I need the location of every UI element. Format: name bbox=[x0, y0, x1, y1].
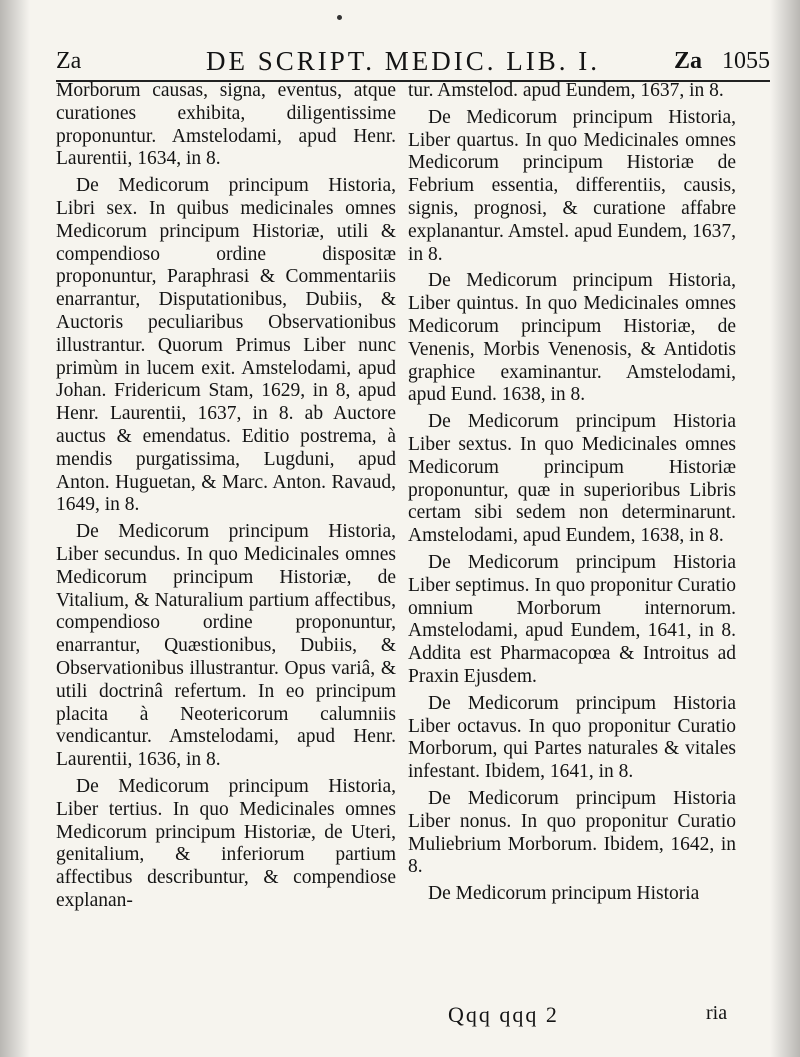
entry-paragraph: De Medicorum principum Historia Liber nonus. In quo proponitur Curatio Muliebrium Morborum. Ibidem, 1642, in 8. bbox=[408, 787, 736, 878]
entry-paragraph: De Medicorum principum Historia Liber septimus. In quo proponitur Curatio omnium Morborum internorum. Amstelodami, apud Eundem, 1641, in 8. Addita est Pharmacopœa & Introitus ad Praxin Ejusdem. bbox=[408, 551, 736, 687]
header-right bbox=[674, 48, 770, 75]
scan-edge-right bbox=[770, 0, 800, 1057]
column-number: 1055 bbox=[722, 48, 770, 74]
signature-mark: Qqq qqq 2 bbox=[448, 1002, 559, 1027]
entry-paragraph: De Medicorum principum Historia, Liber quartus. In quo Medicinales omnes Medicorum principum Historiæ de Febrium essentia, differentiis, causis, signis, prognosi, & curatione affabre explanantur. Amstel. apud Eundem, 1637, in 8. bbox=[408, 106, 736, 265]
header-left-code: Za bbox=[56, 48, 82, 74]
catchword: ria bbox=[706, 1002, 728, 1024]
entry-paragraph: tur. Amstelod. apud Eundem, 1637, in 8. bbox=[408, 80, 724, 101]
left-column bbox=[56, 80, 396, 917]
entry-paragraph: Morborum causas, signa, eventus, atque curationes exhibita, diligentissime proponuntur. Amstelodami, apud Henr. Laurentii, 1634, in 8. bbox=[56, 80, 396, 170]
running-header bbox=[56, 44, 770, 84]
entry-paragraph: De Medicorum principum Historia Liber sextus. In quo Medicinales omnes Medicorum principum Historiæ proponuntur, quæ in superioribus Libris certam sibi sedem non determinarunt. Amstelodami, apud Eundem, 1638, in 8. bbox=[408, 411, 736, 547]
scan-edge-left bbox=[0, 0, 30, 1057]
header-right-code: Za bbox=[673, 48, 702, 74]
ink-speck bbox=[337, 15, 342, 20]
entry-paragraph: De Medicorum principum Historia, Liber quintus. In quo Medicinales omnes Medicorum principum Historiæ, de Venenis, Morbis Venenosis, & Antidotis graphice examinantur. Amstelodami, apud Eund. 1638, in 8. bbox=[408, 270, 736, 406]
entry-paragraph: De Medicorum principum Historia bbox=[428, 883, 700, 905]
right-column bbox=[408, 80, 736, 910]
entry-paragraph: De Medicorum principum Historia, Liber secundus. In quo Medicinales omnes Medicorum principum Historiæ, de Vitalium, & Naturalium partium affectibus, compendioso ordine proponuntur, enarrantur, Quæstionibus, Dubiis, & Observationibus illustrantur. Opus variâ, & utili doctrinâ refertum. In eo principum placita à Neotericorum calumniis vendicantur. Amstelodami, apud Henr. Laurentii, 1636, in 8. bbox=[56, 521, 396, 771]
entry-paragraph: De Medicorum principum Historia, Liber tertius. In quo Medicinales omnes Medicorum principum Historiæ, de Uteri, genitalium, & inferiorum partium affectibus describuntur, & compendiose explanan- bbox=[56, 775, 396, 911]
header-title: DE SCRIPT. MEDIC. LIB. I. bbox=[206, 46, 601, 76]
entry-paragraph: De Medicorum principum Historia Liber octavus. In quo proponitur Curatio Morborum, qui Partes naturales & vitales infestant. Ibidem, 1641, in 8. bbox=[408, 692, 736, 783]
entry-paragraph: De Medicorum principum Historia, Libri sex. In quibus medicinales omnes Medicorum principum Historiæ, utili & compendioso ordine dispositæ proponuntur, Paraphrasi & Commentariis enarrantur, Disputationibus, Dubiis, & Auctoris peculiaribus Observationibus illustrantur. Quorum Primus Liber nunc primùm in lucem exit. Amstelodami, apud Johan. Fridericum Stam, 1629, in 8, apud Henr. Laurentii, 1637, in 8. ab Auctore auctus & emendatus. Editio postrema, à mendis purgatissima, Lugduni, apud Anton. Huguetan, & Marc. Anton. Ravaud, 1649, in 8. bbox=[56, 175, 396, 516]
